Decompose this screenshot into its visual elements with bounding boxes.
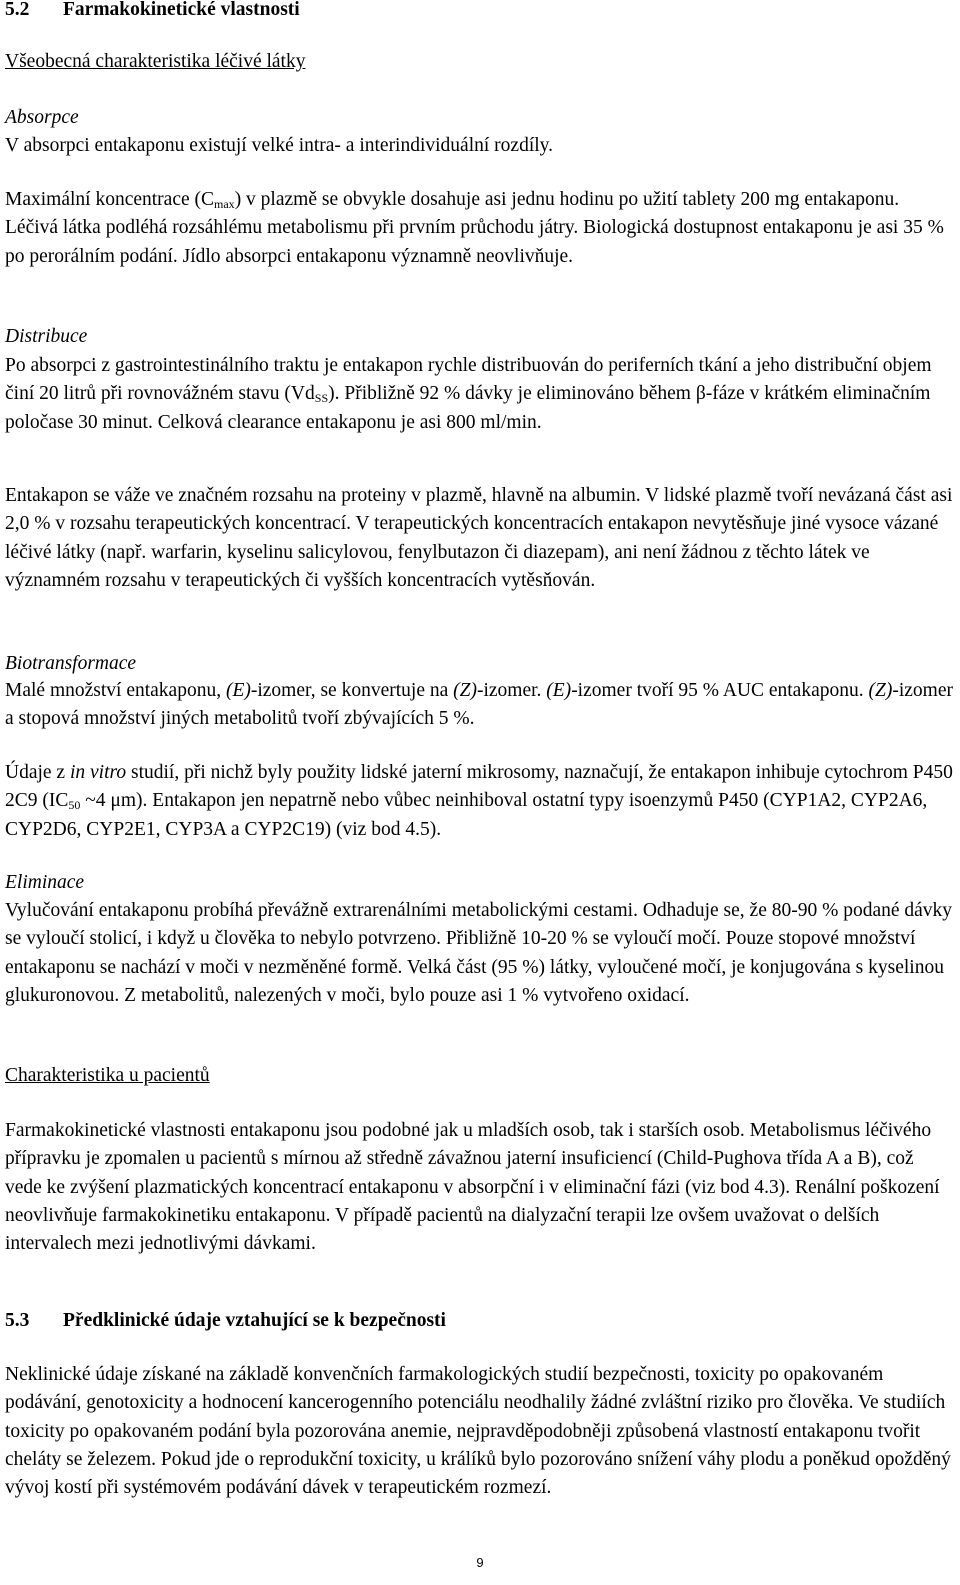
eliminace-heading: Eliminace [5,872,85,893]
biotransformace-heading: Biotransformace [5,653,137,674]
eliminace-paragraph: Vylučování entakaponu probíhá převážně extrarenálními metabolickými cestami. Odhaduje se, že 80-90 % podané dávky se vyloučí stolicí, i když u člověka to nebylo potvrzeno. Přibližně 10-20 % se vyloučí močí. Pouze stopové množství entakaponu se nachází v moči v nezměněné formě. Velká část (95 %) látky, vyloučené močí, je konjugována s kyselinou glukuronovou. Z metabolitů, nalezených v moči, bylo pouze asi 1 % vytvořeno oxidací. [5,900,953,1006]
absorpce-heading: Absorpce [5,107,79,128]
absorpce-paragraph-2: Maximální koncentrace $(C_{max})$ v plazmě se obvykle dosahuje asi jednu hodinu po užití tablety 200 mg entakaponu. Léčivá látka podléhá rozsáhlému metabolismu při prvním průchodu játry. Biologická dostupnost entakaponu je asi 35 % po perorálním podání. Jídlo absorpci entakaponu významně neovlivňuje. [5,189,944,267]
absorpce-paragraph-1: V absorpci entakaponu existují velké intra- a interindividuální rozdíly. [5,135,554,156]
patients-paragraph: Farmakokinetické vlastnosti entakaponu jsou podobné jak u mladších osob, tak i starších osob. Metabolismus léčivého přípravku je zpomalen u pacientů s mírnou až středně závažnou jaterní insuficiencí (Child-Pughova třída A a B), což vede ke zvýšení plazmatických koncentrací entakaponu v absorpční i v eliminační fázi (viz bod 4.3). Renální poškození neovlivňuje farmakokinetiku entakaponu. V případě pacientů na dialyzační terapii lze ovšem uvažovat o delších intervalech mezi jednotlivými dávkami. [5,1120,940,1255]
distribuce-paragraph-1: Po absorpci z gastrointestinálního traktu je entakapon rychle distribuován do periferních tkání a jeho distribuční objem činí 20 litrů při rovnovážném stavu $(Vd_{SS})$. Přibližně 92 % dávky je eliminováno během β-fáze v krátkém eliminačním poločase 30 minut. Celková clearance entakaponu je asi 800 ml/min. [5,355,932,433]
biotransformace-paragraph-1: Malé množství entakaponu, (E)-izomer, se konvertuje na (Z)-izomer. (E)-izomer tvoří 95 % AUC entakaponu. (Z)-izomer a stopová množství jiných metabolitů tvoří zbývajících 5 %. [5,680,953,730]
section-5-2-heading: 5.2 Farmakokinetické vlastnosti [5,0,300,20]
biotransformace-paragraph-2: Údaje z in vitro studií, při nichž byly použity lidské jaterní mikrosomy, naznačují, že entakapon inhibuje cytochrom P450 2C9 ($IC_{50}$ ~4 μm). Entakapon jen nepatrně nebo vůbec neinhiboval ostatní typy isoenzymů P450 (CYP1A2, CYP2A6, CYP2D6, CYP2E1, CYP3A a CYP2C19) (viz bod 4.5). [5,762,953,840]
distribuce-paragraph-2: Entakapon se váže ve značném rozsahu na proteiny v plazmě, hlavně na albumin. V lidské plazmě tvoří nevázaná část asi 2,0 % v rozsahu terapeutických koncentrací. V terapeutických koncentracích entakapon nevytěsňuje jiné vysoce vázané léčivé látky (např. warfarin, kyselinu salicylovou, fenylbutazon či diazepam), ani není žádnou z těchto látek ve významném rozsahu v terapeutických či vyšších koncentracích vytěsňován. [5,485,953,591]
preclinical-paragraph: Neklinické údaje získané na základě konvenčních farmakologických studií bezpečnosti, toxicity po opakovaném podávání, genotoxicity a hodnocení kancerogenního potenciálu neodhalily žádné zvláštní riziko pro člověka. Ve studiích toxicity po opakovaném podání byla pozorována anemie, nejpravděpodobněji způsobená vlastností entakaponu tvořit cheláty se železem. Pokud jde o reprodukční toxicity, u králíků bylo pozorováno snížení váhy plodu a poněkud opožděný vývoj kostí při systémovém podávání dávek v terapeutickém rozmezí. [5,1364,951,1499]
general-characteristics-heading: Všeobecná charakteristika léčivé látky [5,51,306,72]
distribuce-heading: Distribuce [5,326,88,347]
section-5-3-heading: 5.3 Předklinické údaje vztahující se k bezpečnosti [5,1310,446,1331]
page-number: 9 [476,1555,484,1570]
patients-characteristics-heading: Charakteristika u pacientů [5,1065,210,1086]
